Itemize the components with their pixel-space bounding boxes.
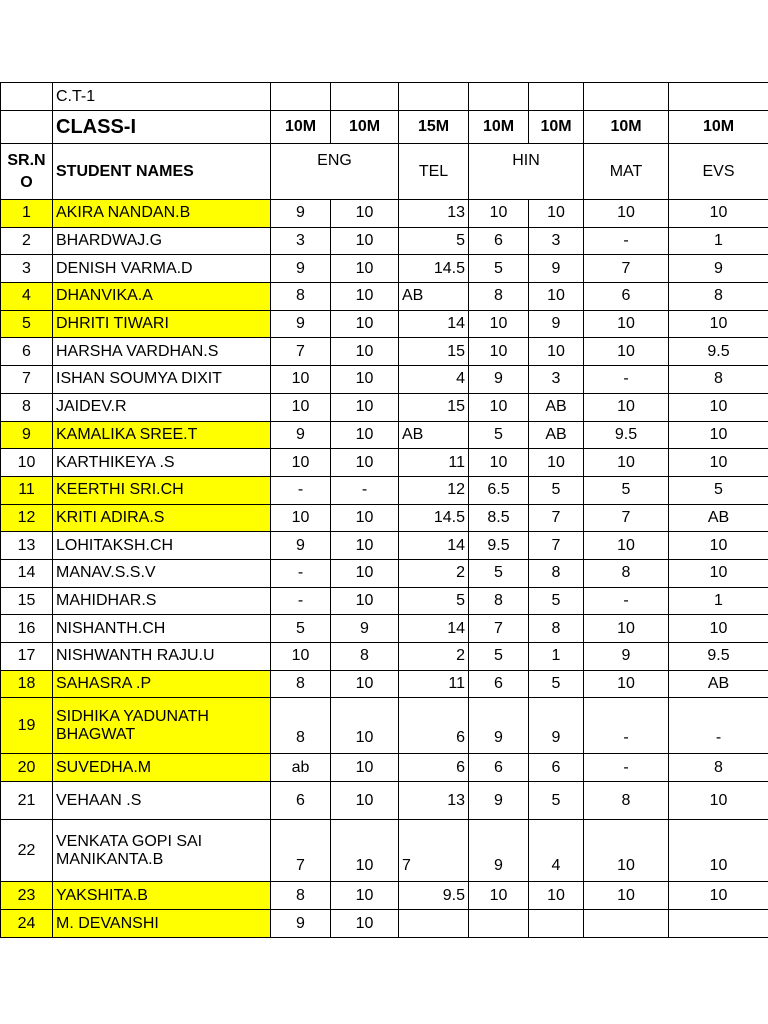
sr-no: 6 — [1, 338, 53, 366]
mark-cell: 9 — [584, 643, 669, 671]
sr-no: 13 — [1, 532, 53, 560]
mark-cell: 9.5 — [399, 882, 469, 910]
mark-cell: 10 — [331, 449, 399, 477]
mark-cell: 11 — [399, 670, 469, 698]
student-name: JAIDEV.R — [53, 393, 271, 421]
student-row — [1, 698, 768, 754]
student-name: KAMALIKA SREE.T — [53, 421, 271, 449]
sr-no: 9 — [1, 421, 53, 449]
mark-cell — [399, 910, 469, 938]
subject-tel: TEL — [399, 144, 469, 200]
mark-cell: 8 — [331, 643, 399, 671]
mark-cell: 9 — [469, 366, 529, 394]
mark-cell: 9 — [529, 310, 584, 338]
mark-cell: 7 — [399, 820, 469, 882]
sr-no: 3 — [1, 255, 53, 283]
mark-cell: 10 — [331, 310, 399, 338]
student-row — [1, 449, 768, 477]
mark-cell — [469, 910, 529, 938]
mark-cell: 9 — [669, 255, 768, 283]
mark-cell: 10 — [331, 754, 399, 782]
student-name-line2: BHAGWAT — [56, 725, 136, 743]
mark-cell: 13 — [399, 782, 469, 820]
mark-cell: 8 — [271, 283, 331, 311]
student-name — [53, 820, 271, 882]
student-row — [1, 227, 768, 255]
mark-cell: 9 — [331, 615, 399, 643]
student-name-line1: VENKATA GOPI SAI — [56, 832, 203, 850]
mark-cell: - — [331, 476, 399, 504]
mark-cell: 9 — [529, 255, 584, 283]
mark-cell: 8 — [529, 559, 584, 587]
mark-cell: 4 — [399, 366, 469, 394]
mark-cell: 10 — [669, 782, 768, 820]
mark-cell: 10 — [584, 393, 669, 421]
mark-cell: 8 — [669, 283, 768, 311]
mark-cell: 15 — [399, 338, 469, 366]
mark-cell: 9 — [469, 782, 529, 820]
max-marks-cell: 10M — [584, 111, 669, 144]
mark-cell: AB — [399, 283, 469, 311]
student-row — [1, 421, 768, 449]
mark-cell: 9.5 — [669, 643, 768, 671]
mark-cell: 5 — [399, 587, 469, 615]
mark-cell: 14 — [399, 615, 469, 643]
mark-cell: 10 — [584, 449, 669, 477]
mark-cell: 10 — [669, 615, 768, 643]
mark-cell: - — [271, 587, 331, 615]
mark-cell: 9.5 — [669, 338, 768, 366]
mark-cell: 10 — [331, 366, 399, 394]
mark-cell: 10 — [669, 310, 768, 338]
mark-cell: 10 — [271, 504, 331, 532]
student-name-line2: MANIKANTA.B — [56, 850, 164, 868]
mark-cell: 1 — [669, 227, 768, 255]
sr-no: 20 — [1, 754, 53, 782]
mark-cell: 6 — [399, 754, 469, 782]
mark-cell: 6 — [469, 670, 529, 698]
mark-cell: 10 — [271, 449, 331, 477]
mark-cell: 10 — [669, 421, 768, 449]
mark-cell: 10 — [584, 670, 669, 698]
mark-cell: 12 — [399, 476, 469, 504]
mark-cell: 8 — [529, 615, 584, 643]
mark-cell: 8.5 — [469, 504, 529, 532]
student-names-header: STUDENT NAMES — [53, 144, 271, 200]
student-name: AKIRA NANDAN.B — [53, 200, 271, 228]
sr-no-header — [1, 144, 53, 200]
mark-cell: 8 — [584, 782, 669, 820]
mark-cell: - — [584, 227, 669, 255]
sr-no: 15 — [1, 587, 53, 615]
max-marks-cell: 15M — [399, 111, 469, 144]
sr-no-label-line2: O — [20, 173, 33, 191]
header-row-max-marks — [1, 111, 768, 144]
mark-cell: 10 — [529, 338, 584, 366]
sr-no: 4 — [1, 283, 53, 311]
student-row — [1, 338, 768, 366]
student-row — [1, 670, 768, 698]
mark-cell: 5 — [399, 227, 469, 255]
sr-no: 24 — [1, 910, 53, 938]
student-name-line1: SIDHIKA YADUNATH — [56, 707, 209, 725]
mark-cell: 9 — [469, 820, 529, 882]
mark-cell: AB — [529, 421, 584, 449]
mark-cell: 3 — [529, 366, 584, 394]
student-row — [1, 476, 768, 504]
mark-cell: 10 — [669, 559, 768, 587]
mark-cell: 10 — [331, 421, 399, 449]
mark-cell: 8 — [271, 882, 331, 910]
student-name: LOHITAKSH.CH — [53, 532, 271, 560]
mark-cell: 10 — [669, 882, 768, 910]
mark-cell: 5 — [529, 476, 584, 504]
mark-cell: 8 — [669, 366, 768, 394]
mark-cell: 10 — [584, 532, 669, 560]
mark-cell: AB — [399, 421, 469, 449]
mark-cell: 6 — [399, 698, 469, 754]
mark-cell: 10 — [271, 643, 331, 671]
sr-no: 11 — [1, 476, 53, 504]
student-name: ISHAN SOUMYA DIXIT — [53, 366, 271, 394]
mark-cell: 9.5 — [584, 421, 669, 449]
max-marks-cell: 10M — [331, 111, 399, 144]
mark-cell: 10 — [331, 910, 399, 938]
sr-no: 7 — [1, 366, 53, 394]
mark-cell: 10 — [331, 782, 399, 820]
mark-cell: 10 — [584, 200, 669, 228]
mark-cell: 6 — [271, 782, 331, 820]
student-row — [1, 283, 768, 311]
header-row-subjects — [1, 144, 768, 200]
mark-cell: 9 — [469, 698, 529, 754]
mark-cell: 10 — [331, 227, 399, 255]
mark-cell: 10 — [529, 283, 584, 311]
mark-cell: 10 — [331, 559, 399, 587]
mark-cell: 10 — [669, 532, 768, 560]
mark-cell: - — [669, 698, 768, 754]
test-name: C.T-1 — [53, 83, 271, 111]
mark-cell: 6 — [584, 283, 669, 311]
mark-cell: 5 — [669, 476, 768, 504]
mark-cell: 10 — [331, 698, 399, 754]
student-name: KRITI ADIRA.S — [53, 504, 271, 532]
mark-cell: 5 — [584, 476, 669, 504]
sr-no: 12 — [1, 504, 53, 532]
mark-cell: 10 — [469, 310, 529, 338]
student-name: MANAV.S.S.V — [53, 559, 271, 587]
mark-cell: 10 — [331, 670, 399, 698]
student-name: SAHASRA .P — [53, 670, 271, 698]
mark-cell: 10 — [469, 338, 529, 366]
mark-cell: 10 — [584, 882, 669, 910]
blank-cell — [1, 83, 53, 111]
mark-cell: 8 — [271, 698, 331, 754]
mark-cell: 10 — [331, 255, 399, 283]
mark-cell — [529, 910, 584, 938]
mark-cell: 1 — [529, 643, 584, 671]
mark-cell: 3 — [529, 227, 584, 255]
mark-cell: 6 — [529, 754, 584, 782]
mark-cell: 10 — [331, 504, 399, 532]
student-name: VEHAAN .S — [53, 782, 271, 820]
student-row — [1, 532, 768, 560]
sr-no: 22 — [1, 820, 53, 882]
mark-cell: 10 — [529, 200, 584, 228]
mark-cell: 10 — [331, 338, 399, 366]
student-name: HARSHA VARDHAN.S — [53, 338, 271, 366]
subject-mat: MAT — [584, 144, 669, 200]
mark-cell: 5 — [469, 255, 529, 283]
mark-cell: 8 — [469, 283, 529, 311]
mark-cell: 14 — [399, 310, 469, 338]
mark-cell: 10 — [331, 587, 399, 615]
mark-cell: 8 — [584, 559, 669, 587]
student-name: KEERTHI SRI.CH — [53, 476, 271, 504]
mark-cell: 2 — [399, 559, 469, 587]
mark-cell: 8 — [669, 754, 768, 782]
mark-cell: 10 — [669, 393, 768, 421]
mark-cell: 5 — [271, 615, 331, 643]
mark-cell: 9 — [271, 310, 331, 338]
mark-cell — [669, 910, 768, 938]
mark-cell: 10 — [469, 393, 529, 421]
mark-cell: 9.5 — [469, 532, 529, 560]
mark-cell: 9 — [271, 200, 331, 228]
mark-cell: - — [584, 366, 669, 394]
max-marks-cell: 10M — [669, 111, 768, 144]
mark-cell: 10 — [469, 449, 529, 477]
mark-cell: 10 — [271, 366, 331, 394]
mark-cell: 10 — [469, 200, 529, 228]
mark-cell: 14.5 — [399, 255, 469, 283]
mark-cell: 1 — [669, 587, 768, 615]
mark-cell: 9 — [271, 421, 331, 449]
student-row — [1, 393, 768, 421]
mark-cell: - — [584, 698, 669, 754]
student-row — [1, 910, 768, 938]
marks-table — [0, 82, 768, 938]
mark-cell: 5 — [469, 559, 529, 587]
max-marks-cell: 10M — [529, 111, 584, 144]
mark-cell: 5 — [529, 782, 584, 820]
student-row — [1, 754, 768, 782]
mark-cell: 14 — [399, 532, 469, 560]
max-marks-cell: 10M — [271, 111, 331, 144]
sr-no: 5 — [1, 310, 53, 338]
subject-hin: HIN — [469, 144, 584, 200]
student-name: YAKSHITA.B — [53, 882, 271, 910]
mark-cell: 7 — [469, 615, 529, 643]
student-name: M. DEVANSHI — [53, 910, 271, 938]
sr-no: 1 — [1, 200, 53, 228]
mark-cell: AB — [669, 670, 768, 698]
mark-cell: 10 — [331, 882, 399, 910]
mark-cell: 10 — [469, 882, 529, 910]
mark-cell: 10 — [584, 310, 669, 338]
student-row — [1, 820, 768, 882]
mark-cell: 7 — [271, 338, 331, 366]
student-row — [1, 587, 768, 615]
mark-cell: - — [584, 754, 669, 782]
student-row — [1, 882, 768, 910]
student-name: KARTHIKEYA .S — [53, 449, 271, 477]
student-name: NISHWANTH RAJU.U — [53, 643, 271, 671]
student-row — [1, 504, 768, 532]
sr-no: 10 — [1, 449, 53, 477]
student-name: BHARDWAJ.G — [53, 227, 271, 255]
student-row — [1, 782, 768, 820]
mark-cell: 7 — [584, 504, 669, 532]
mark-cell: 10 — [331, 532, 399, 560]
student-name: NISHANTH.CH — [53, 615, 271, 643]
mark-cell: 10 — [331, 393, 399, 421]
mark-cell: 10 — [529, 882, 584, 910]
mark-cell: 10 — [331, 283, 399, 311]
sr-no: 2 — [1, 227, 53, 255]
student-row — [1, 366, 768, 394]
mark-cell: 5 — [469, 421, 529, 449]
mark-cell: AB — [669, 504, 768, 532]
mark-cell: 5 — [529, 587, 584, 615]
mark-cell: 15 — [399, 393, 469, 421]
mark-cell: 10 — [584, 820, 669, 882]
mark-cell: ab — [271, 754, 331, 782]
student-row — [1, 615, 768, 643]
sr-no-label-line1: SR.N — [7, 151, 46, 169]
mark-cell: 6 — [469, 227, 529, 255]
mark-cell: 5 — [469, 643, 529, 671]
header-row-test — [1, 83, 768, 111]
mark-cell: 5 — [529, 670, 584, 698]
mark-cell: 10 — [669, 449, 768, 477]
mark-cell: 10 — [669, 200, 768, 228]
mark-cell: 10 — [584, 338, 669, 366]
mark-cell: 7 — [529, 504, 584, 532]
mark-cell: 14.5 — [399, 504, 469, 532]
mark-cell: - — [271, 559, 331, 587]
student-row — [1, 559, 768, 587]
mark-cell: 11 — [399, 449, 469, 477]
student-name: SUVEDHA.M — [53, 754, 271, 782]
sr-no: 21 — [1, 782, 53, 820]
subject-eng: ENG — [271, 144, 399, 200]
student-row — [1, 643, 768, 671]
mark-cell: 8 — [271, 670, 331, 698]
sr-no: 8 — [1, 393, 53, 421]
mark-cell: 10 — [331, 820, 399, 882]
student-name: DHANVIKA.A — [53, 283, 271, 311]
mark-cell: 6 — [469, 754, 529, 782]
student-row — [1, 310, 768, 338]
mark-cell: - — [271, 476, 331, 504]
sr-no: 14 — [1, 559, 53, 587]
sr-no: 19 — [1, 698, 53, 754]
student-row — [1, 200, 768, 228]
student-name: DENISH VARMA.D — [53, 255, 271, 283]
max-marks-cell: 10M — [469, 111, 529, 144]
mark-cell: 6.5 — [469, 476, 529, 504]
mark-cell: 9 — [529, 698, 584, 754]
mark-cell: 4 — [529, 820, 584, 882]
subject-evs: EVS — [669, 144, 768, 200]
sr-no: 18 — [1, 670, 53, 698]
mark-cell: 10 — [584, 615, 669, 643]
mark-cell: 7 — [529, 532, 584, 560]
mark-cell: 3 — [271, 227, 331, 255]
mark-cell: 10 — [331, 200, 399, 228]
sr-no: 17 — [1, 643, 53, 671]
mark-cell: 10 — [271, 393, 331, 421]
student-row — [1, 255, 768, 283]
mark-cell: 8 — [469, 587, 529, 615]
mark-cell: 10 — [529, 449, 584, 477]
mark-cell: 9 — [271, 910, 331, 938]
student-name: DHRITI TIWARI — [53, 310, 271, 338]
mark-cell: 10 — [669, 820, 768, 882]
class-title: CLASS-I — [53, 111, 271, 144]
mark-cell: 13 — [399, 200, 469, 228]
mark-cell: 7 — [271, 820, 331, 882]
mark-cell: AB — [529, 393, 584, 421]
mark-cell: 9 — [271, 532, 331, 560]
mark-cell: 7 — [584, 255, 669, 283]
mark-cell: - — [584, 587, 669, 615]
mark-cell: 2 — [399, 643, 469, 671]
sr-no: 23 — [1, 882, 53, 910]
mark-cell: 9 — [271, 255, 331, 283]
mark-cell — [584, 910, 669, 938]
student-name — [53, 698, 271, 754]
student-name: MAHIDHAR.S — [53, 587, 271, 615]
sr-no: 16 — [1, 615, 53, 643]
